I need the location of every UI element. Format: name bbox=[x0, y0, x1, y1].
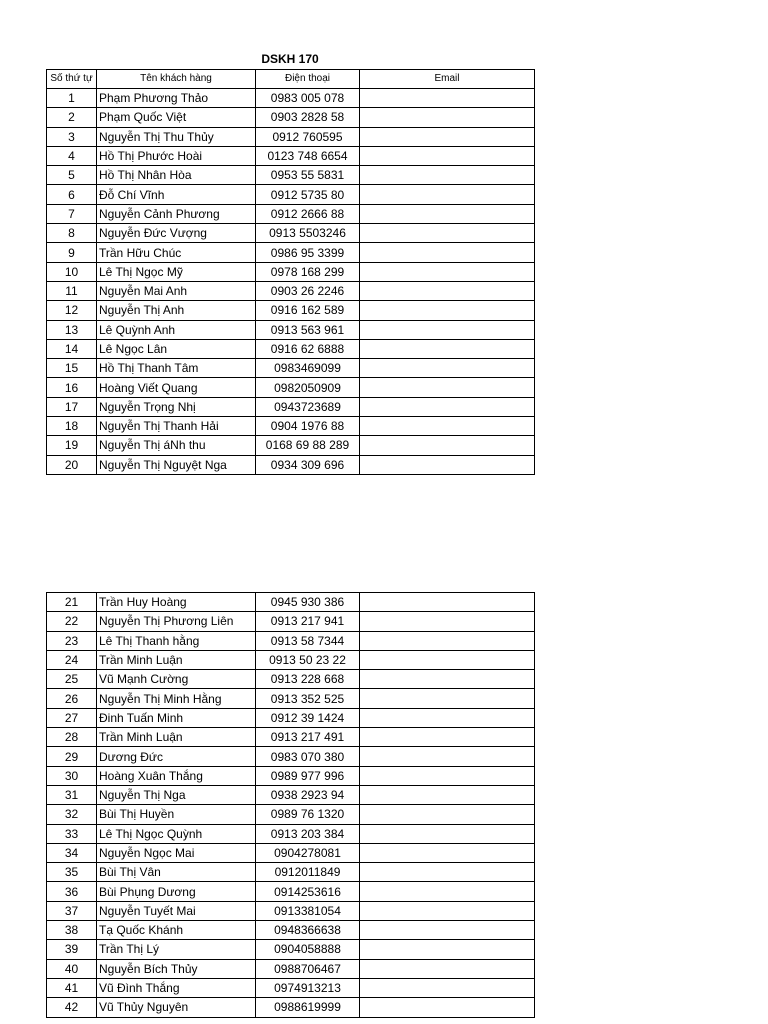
customer-name: Nguyễn Trọng Nhị bbox=[97, 397, 256, 416]
customer-email bbox=[360, 281, 535, 300]
customer-phone: 0988706467 bbox=[256, 959, 360, 978]
customer-email bbox=[360, 882, 535, 901]
table-row bbox=[47, 593, 535, 612]
table-row bbox=[47, 805, 535, 824]
customer-email bbox=[360, 378, 535, 397]
table-row bbox=[47, 670, 535, 689]
customer-email bbox=[360, 998, 535, 1017]
customer-name: Vũ Đình Thắng bbox=[97, 978, 256, 997]
customer-name: Nguyễn Thị Nga bbox=[97, 785, 256, 804]
row-index: 38 bbox=[47, 921, 97, 940]
customer-name: Bùi Phụng Dương bbox=[97, 882, 256, 901]
row-index: 12 bbox=[47, 301, 97, 320]
customer-email bbox=[360, 397, 535, 416]
table-row bbox=[47, 301, 535, 320]
table-row bbox=[47, 436, 535, 455]
customer-email bbox=[360, 689, 535, 708]
customer-email bbox=[360, 455, 535, 474]
customer-phone: 0913381054 bbox=[256, 901, 360, 920]
row-index: 17 bbox=[47, 397, 97, 416]
customer-phone: 0913 352 525 bbox=[256, 689, 360, 708]
table-row bbox=[47, 127, 535, 146]
customer-phone: 0904 1976 88 bbox=[256, 417, 360, 436]
customer-phone: 0988619999 bbox=[256, 998, 360, 1017]
customer-name: Nguyễn Thị Thu Thủy bbox=[97, 127, 256, 146]
customer-email bbox=[360, 166, 535, 185]
customer-name: Lê Quỳnh Anh bbox=[97, 320, 256, 339]
customer-name: Nguyễn Thị Thanh Hải bbox=[97, 417, 256, 436]
table-row bbox=[47, 940, 535, 959]
customer-phone: 0983 005 078 bbox=[256, 89, 360, 108]
customer-email bbox=[360, 108, 535, 127]
row-index: 24 bbox=[47, 650, 97, 669]
customer-phone: 0986 95 3399 bbox=[256, 243, 360, 262]
customer-name: Lê Ngọc Lân bbox=[97, 339, 256, 358]
customer-email bbox=[360, 224, 535, 243]
customer-name: Nguyễn Thị Anh bbox=[97, 301, 256, 320]
table-row bbox=[47, 204, 535, 223]
customer-email bbox=[360, 959, 535, 978]
customer-email bbox=[360, 863, 535, 882]
table-row bbox=[47, 824, 535, 843]
table-row bbox=[47, 921, 535, 940]
customer-name: Nguyễn Bích Thủy bbox=[97, 959, 256, 978]
customer-phone: 0903 26 2246 bbox=[256, 281, 360, 300]
table-row bbox=[47, 108, 535, 127]
table-row bbox=[47, 998, 535, 1017]
row-index: 22 bbox=[47, 612, 97, 631]
row-index: 28 bbox=[47, 728, 97, 747]
customer-phone: 0912 5735 80 bbox=[256, 185, 360, 204]
header-name: Tên khách hàng bbox=[97, 70, 256, 89]
table-row bbox=[47, 417, 535, 436]
customer-email bbox=[360, 978, 535, 997]
row-index: 41 bbox=[47, 978, 97, 997]
customer-email bbox=[360, 89, 535, 108]
row-index: 1 bbox=[47, 89, 97, 108]
customer-email bbox=[360, 670, 535, 689]
customer-name: Trần Minh Luận bbox=[97, 728, 256, 747]
row-index: 6 bbox=[47, 185, 97, 204]
row-index: 30 bbox=[47, 766, 97, 785]
row-index: 35 bbox=[47, 863, 97, 882]
customer-phone: 0953 55 5831 bbox=[256, 166, 360, 185]
customer-name: Hồ Thị Phước Hoài bbox=[97, 146, 256, 165]
customer-email bbox=[360, 612, 535, 631]
customer-phone: 0903 2828 58 bbox=[256, 108, 360, 127]
table-row bbox=[47, 901, 535, 920]
customer-name: Trần Hữu Chúc bbox=[97, 243, 256, 262]
customer-email bbox=[360, 146, 535, 165]
customer-phone: 0913 217 941 bbox=[256, 612, 360, 631]
row-index: 2 bbox=[47, 108, 97, 127]
table-row bbox=[47, 339, 535, 358]
row-index: 7 bbox=[47, 204, 97, 223]
row-index: 26 bbox=[47, 689, 97, 708]
table-row bbox=[47, 959, 535, 978]
customer-email bbox=[360, 593, 535, 612]
table-row bbox=[47, 747, 535, 766]
table-row bbox=[47, 378, 535, 397]
customer-email bbox=[360, 204, 535, 223]
customer-email bbox=[360, 747, 535, 766]
customer-email bbox=[360, 243, 535, 262]
row-index: 8 bbox=[47, 224, 97, 243]
customer-phone: 0912011849 bbox=[256, 863, 360, 882]
customer-phone: 0123 748 6654 bbox=[256, 146, 360, 165]
document-title: DSKH 170 bbox=[261, 52, 319, 66]
row-index: 40 bbox=[47, 959, 97, 978]
customer-name: Nguyễn Đức Vượng bbox=[97, 224, 256, 243]
customer-phone: 0913 203 384 bbox=[256, 824, 360, 843]
table-row bbox=[47, 978, 535, 997]
row-index: 31 bbox=[47, 785, 97, 804]
table-row bbox=[47, 89, 535, 108]
customer-name: Lê Thị Ngọc Mỹ bbox=[97, 262, 256, 281]
customer-email bbox=[360, 359, 535, 378]
row-index: 14 bbox=[47, 339, 97, 358]
table-row bbox=[47, 612, 535, 631]
table-row bbox=[47, 689, 535, 708]
table-row bbox=[47, 455, 535, 474]
row-index: 42 bbox=[47, 998, 97, 1017]
row-index: 19 bbox=[47, 436, 97, 455]
customer-name: Bùi Thị Vân bbox=[97, 863, 256, 882]
customer-email bbox=[360, 301, 535, 320]
row-index: 25 bbox=[47, 670, 97, 689]
customer-phone: 0913 50 23 22 bbox=[256, 650, 360, 669]
row-index: 34 bbox=[47, 843, 97, 862]
table-row bbox=[47, 766, 535, 785]
customer-phone: 0904058888 bbox=[256, 940, 360, 959]
customer-phone: 0913 563 961 bbox=[256, 320, 360, 339]
customer-phone: 0904278081 bbox=[256, 843, 360, 862]
customer-name: Tạ Quốc Khánh bbox=[97, 921, 256, 940]
customer-name: Lê Thị Ngọc Quỳnh bbox=[97, 824, 256, 843]
customer-email bbox=[360, 728, 535, 747]
customer-email bbox=[360, 127, 535, 146]
table-row bbox=[47, 843, 535, 862]
customer-email bbox=[360, 785, 535, 804]
table-row bbox=[47, 262, 535, 281]
customer-phone: 0948366638 bbox=[256, 921, 360, 940]
row-index: 39 bbox=[47, 940, 97, 959]
customer-email bbox=[360, 805, 535, 824]
customer-name: Lê Thị Thanh hằng bbox=[97, 631, 256, 650]
row-index: 9 bbox=[47, 243, 97, 262]
table-row bbox=[47, 863, 535, 882]
customer-name: Vũ Mạnh Cường bbox=[97, 670, 256, 689]
customer-phone: 0168 69 88 289 bbox=[256, 436, 360, 455]
header-phone: Điện thoại bbox=[256, 70, 360, 89]
customer-phone: 0914253616 bbox=[256, 882, 360, 901]
table-row bbox=[47, 146, 535, 165]
customer-name: Nguyễn Mai Anh bbox=[97, 281, 256, 300]
row-index: 23 bbox=[47, 631, 97, 650]
customer-name: Hoàng Xuân Thắng bbox=[97, 766, 256, 785]
customer-name: Trần Minh Luận bbox=[97, 650, 256, 669]
customer-name: Nguyễn Tuyết Mai bbox=[97, 901, 256, 920]
customer-email bbox=[360, 901, 535, 920]
row-index: 21 bbox=[47, 593, 97, 612]
customer-phone: 0943723689 bbox=[256, 397, 360, 416]
table-row bbox=[47, 320, 535, 339]
customer-name: Phạm Phương Thảo bbox=[97, 89, 256, 108]
customer-email bbox=[360, 320, 535, 339]
table-row bbox=[47, 785, 535, 804]
customer-phone: 0916 62 6888 bbox=[256, 339, 360, 358]
customer-phone: 0989 977 996 bbox=[256, 766, 360, 785]
table-row bbox=[47, 708, 535, 727]
customer-phone: 0989 76 1320 bbox=[256, 805, 360, 824]
customer-phone: 0916 162 589 bbox=[256, 301, 360, 320]
row-index: 32 bbox=[47, 805, 97, 824]
customer-email bbox=[360, 631, 535, 650]
customer-name: Đỗ Chí Vĩnh bbox=[97, 185, 256, 204]
customer-name: Nguyễn Thị Phương Liên bbox=[97, 612, 256, 631]
customer-email bbox=[360, 417, 535, 436]
row-index: 33 bbox=[47, 824, 97, 843]
customer-phone: 0983469099 bbox=[256, 359, 360, 378]
customer-phone: 0913 5503246 bbox=[256, 224, 360, 243]
customer-name: Phạm Quốc Việt bbox=[97, 108, 256, 127]
table-row bbox=[47, 397, 535, 416]
customer-name: Nguyễn Cảnh Phương bbox=[97, 204, 256, 223]
table-row bbox=[47, 224, 535, 243]
customer-name: Bùi Thị Huyền bbox=[97, 805, 256, 824]
customer-phone: 0912 760595 bbox=[256, 127, 360, 146]
row-index: 13 bbox=[47, 320, 97, 339]
row-index: 11 bbox=[47, 281, 97, 300]
row-index: 37 bbox=[47, 901, 97, 920]
customer-name: Vũ Thủy Nguyên bbox=[97, 998, 256, 1017]
customer-name: Hoàng Viết Quang bbox=[97, 378, 256, 397]
customer-email bbox=[360, 940, 535, 959]
customer-phone: 0913 228 668 bbox=[256, 670, 360, 689]
row-index: 15 bbox=[47, 359, 97, 378]
customer-name: Trần Huy Hoàng bbox=[97, 593, 256, 612]
customer-phone: 0982050909 bbox=[256, 378, 360, 397]
row-index: 3 bbox=[47, 127, 97, 146]
table-row bbox=[47, 631, 535, 650]
customer-phone: 0974913213 bbox=[256, 978, 360, 997]
customer-phone: 0978 168 299 bbox=[256, 262, 360, 281]
customer-name: Dương Đức bbox=[97, 747, 256, 766]
customer-phone: 0912 2666 88 bbox=[256, 204, 360, 223]
table-row bbox=[47, 882, 535, 901]
customer-name: Hồ Thị Thanh Tâm bbox=[97, 359, 256, 378]
customer-name: Nguyễn Thị Minh Hằng bbox=[97, 689, 256, 708]
row-index: 10 bbox=[47, 262, 97, 281]
customer-name: Hồ Thị Nhân Hòa bbox=[97, 166, 256, 185]
row-index: 4 bbox=[47, 146, 97, 165]
table-row bbox=[47, 185, 535, 204]
table-row bbox=[47, 359, 535, 378]
table-row bbox=[47, 281, 535, 300]
customer-email bbox=[360, 843, 535, 862]
customer-name: Trần Thị Lý bbox=[97, 940, 256, 959]
customer-name: Nguyễn Ngọc Mai bbox=[97, 843, 256, 862]
row-index: 18 bbox=[47, 417, 97, 436]
customer-rows-2 bbox=[47, 593, 535, 1018]
header-email: Email bbox=[360, 70, 535, 89]
customer-phone: 0938 2923 94 bbox=[256, 785, 360, 804]
table-row bbox=[47, 243, 535, 262]
header-index: Số thứ tự bbox=[47, 70, 97, 89]
table-row bbox=[47, 728, 535, 747]
customer-phone: 0913 217 491 bbox=[256, 728, 360, 747]
row-index: 5 bbox=[47, 166, 97, 185]
customer-email bbox=[360, 708, 535, 727]
customer-rows-1 bbox=[47, 89, 535, 475]
table-row bbox=[47, 166, 535, 185]
customer-phone: 0912 39 1424 bbox=[256, 708, 360, 727]
row-index: 20 bbox=[47, 455, 97, 474]
customer-phone: 0983 070 380 bbox=[256, 747, 360, 766]
customer-email bbox=[360, 436, 535, 455]
customer-phone: 0945 930 386 bbox=[256, 593, 360, 612]
customer-name: Nguyễn Thị áNh thu bbox=[97, 436, 256, 455]
customer-email bbox=[360, 185, 535, 204]
row-index: 36 bbox=[47, 882, 97, 901]
customer-table-1 bbox=[46, 69, 535, 475]
table-row bbox=[47, 650, 535, 669]
customer-email bbox=[360, 766, 535, 785]
customer-email bbox=[360, 650, 535, 669]
customer-table-2 bbox=[46, 592, 535, 1018]
customer-name: Đinh Tuấn Minh bbox=[97, 708, 256, 727]
row-index: 29 bbox=[47, 747, 97, 766]
customer-phone: 0913 58 7344 bbox=[256, 631, 360, 650]
customer-email bbox=[360, 921, 535, 940]
customer-email bbox=[360, 262, 535, 281]
customer-name: Nguyễn Thị Nguyệt Nga bbox=[97, 455, 256, 474]
header-row bbox=[47, 70, 535, 89]
row-index: 27 bbox=[47, 708, 97, 727]
customer-email bbox=[360, 824, 535, 843]
row-index: 16 bbox=[47, 378, 97, 397]
customer-phone: 0934 309 696 bbox=[256, 455, 360, 474]
customer-email bbox=[360, 339, 535, 358]
